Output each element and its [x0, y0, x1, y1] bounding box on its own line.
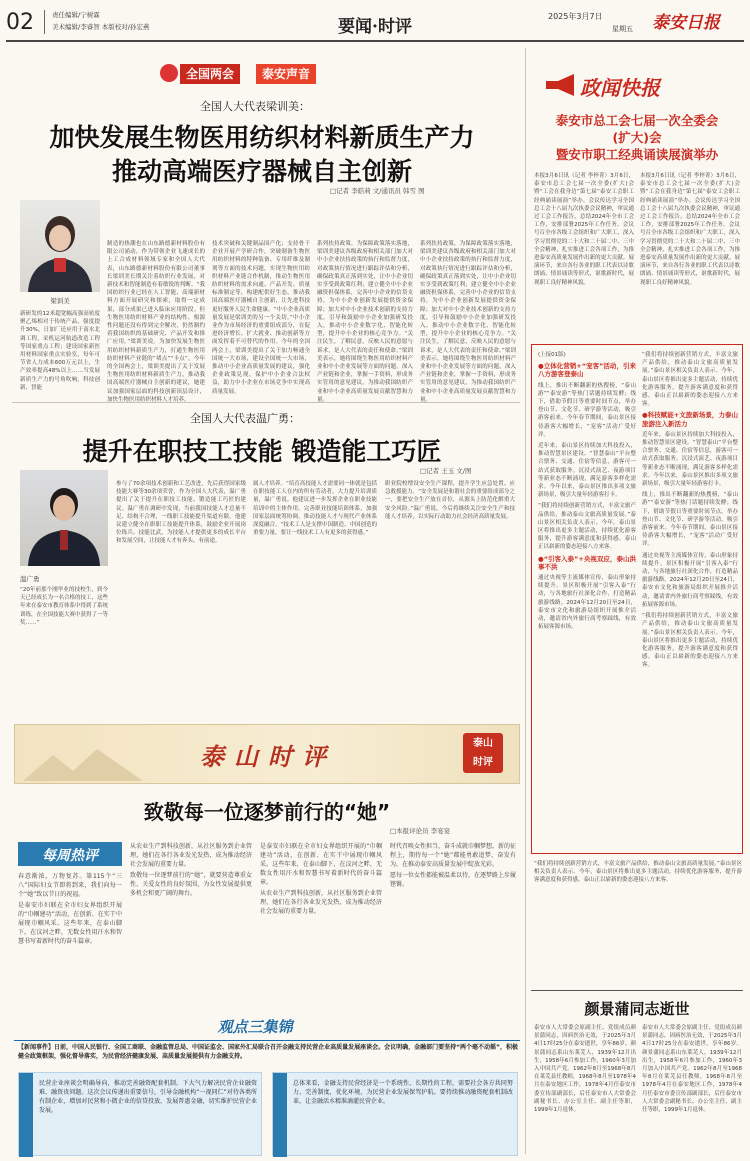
meizhou-col2	[130, 842, 252, 1012]
divider-1	[12, 402, 520, 403]
obit-col1: 泰安市人大常委会原副主任、党组成员颜景蒲同志，因病医治无效，于2025年3月4日17时25分在泰安逝世，享年86岁。颜景蒲同志系山东莱芜人，1939年12月出生，1958年6月参加工作，1960年3月加入中国共产党。1962年8月至1968年8月在莱芜县任教师，1968年8月至1978年4月在泰安地区工作，1978年4月任泰安市委宣传部副部长，后任泰安市人大常委会副秘书长、办公室主任、副主任等职，1999年1月退休。	[534, 1025, 636, 1114]
article2-col4: 职业院校增设安全生产课程，提升学生应急处置、应急救援能力。“安全发展是和谐社会的重要组成部分之一，要把安全生产放在首位，从源头上防范化解重大安全风险。”温广勇说，今后将继续关注安全生产和技能人才培养，以实际行动助力社会经济高质量发展。	[385, 481, 515, 520]
section-title: 要闻·时评	[338, 17, 412, 37]
wenhua-p4: “我们将持续创新营销方式，丰富文旅产品供给，推动泰山文旅高质量发展。”泰山景区相关负责人表示。今年，泰山景区将推出更多主题活动，持续优化游客服务，提升游客满意度和获得感。泰山正以崭新的姿态迎接八方来客。	[642, 613, 738, 669]
zhengzhi-title-3: 暨安市职工经典诵读展演举办	[555, 147, 719, 162]
guandian-box2-text: 总体来看，金融支持民营经济是一个系统性、长期性的工程，需要社会各方共同努力，完善制度，优化环境，为民营企业发展保驾护航。要持续推动融资配套机制改革，让金融活水精准滴灌民营企业。	[293, 1080, 513, 1105]
zhengzhi-flag-text: 政闻快报	[580, 76, 660, 100]
article2-photo	[20, 470, 108, 566]
guandian-box1-tag	[19, 1073, 33, 1157]
megaphone-icon	[544, 72, 578, 98]
portrait-graphic	[20, 200, 100, 292]
meizhou-p5b: 从农业生产到科技创新，从社区服务到企业管理，她们在各行各业发光发热，成为推动经济社会发展的重要力量。	[260, 890, 382, 915]
wenhua-p3: 通过央视等主流媒体宣传，泰山形象持续提升。景区积极开展“引客入泰”行动，与各地旅行社深化合作，打造精品旅游线路。2024年12月20日至24日，泰安市文化和旅游局组织开展推介活动，邀请省内外旅行商考察踩线，有效拓展客源市场。	[538, 575, 636, 631]
guandian-box1-text: 民营企业座谈会明确导向，推动完善融资配套机制。下大气力解决民营企业融资难、融资贵问题。这次会议传递出重要信号，引导金融机构“一视同仁”对待各类所有制企业，增加对民营和小微企业的信贷投放，发展普惠金融，切实维护民营企业发展。	[39, 1080, 257, 1114]
guandian-banner	[170, 1016, 340, 1038]
meizhou-p4b: 是泰安市妇联在全市妇女界组织开展的“巾帼建功”活动，在创新、在实干中展现巾帼风采。这些年来，在泰山脚下，在汶河之畔，无数女性用汗水和智慧书写着新时代的奋斗篇章。	[260, 843, 382, 886]
zhengzhi-col2: 本报3月6日讯（记者 李梓菁）3月6日，泰安市总工会七届一次全委(扩大)会暨“工会在我身边”第七届“泰安工会职工经典诵读展演”举办。会议传达学习全国总工会十八届九次执委会议精神，审议通过工会工作报告，总结2024年全市工会工作，安排部署2025年工作任务。会议号召全市各级工会组织和广大职工，深入学习贯彻党的二十大和二十届二中、三中全会精神，扎实推进工会各项工作，为推进泰安高质量发展作出新的更大贡献。展演环节，来自各行各业的职工代表以诗歌朗诵、情景诵读等形式，讴歌新时代，展现职工良好精神风貌。	[640, 173, 740, 286]
guandian-box-1	[18, 1072, 262, 1156]
wenhua-box	[531, 344, 743, 854]
taishan-banner	[14, 724, 520, 784]
article1-caption-name: 梁训美	[50, 297, 70, 305]
article1-byline: □记者 李皓莉 文/通讯员 韩雪 图	[330, 187, 425, 195]
wenhua-col1	[538, 351, 636, 847]
page-number: 02	[6, 10, 34, 35]
wenhua-p1c: “我们将持续创新营销方式，丰富文旅产品供给，推动泰山文旅高质量发展。”泰山景区相关负责人表示。今年，泰山景区将推出更多主题活动，持续优化游客服务，提升游客满意度和获得感。泰山正以崭新的姿态迎接八方来客。	[538, 503, 636, 551]
article2-title: 提升在职技工技能 锻造能工巧匠	[82, 437, 442, 466]
meizhou-col4	[390, 842, 516, 1012]
meizhou-col3	[260, 842, 382, 1012]
article1-photo	[20, 200, 100, 292]
article2-col2: 参与了70余项技术创新和工艺改进，先后获得国家级技能大赛等30余项荣誉，作为全国人大代表，温广勇提出了关于提升在职技工技能、锻造能工巧匠的建议。温广勇在调研中发现，当前我国技能人才总量不足、结构不合理，一线职工技能提升渠道有限。他建议建立健全在职职工技能提升体系，鼓励企业开展岗位练兵、技能比武，为技能人才提供更多的成长平台和发展空间，让技能人才有奔头、有前途。	[116, 481, 246, 545]
guandian-title: 观点三集锦	[217, 1018, 293, 1036]
wenhua-p1b: 近年来，泰山景区持续加大科技投入，推动智慧景区建设。“智慧泰山”平台整合票务、交通、住宿等信息，游客可一站式获取服务。沉浸式演艺、夜游项目等新业态不断涌现，满足游客多样化需求。今年以来，泰山景区推出多项文旅新场景，吸引大量年轻游客打卡。	[538, 443, 636, 499]
editor-credit: 责任编辑/宁树霖	[52, 11, 100, 19]
wenhua-p1: 线上，推出不断翻新的热搜榜，“泰山游”“泰安游”等热门话题持续发酵；线下，借助节假日等重要时间节点，举办登山节、文化节、研学游等活动，吸引游客前来。今年春节期间，泰山景区接待游客大幅增长，“宠客”活动广受好评。	[538, 382, 636, 438]
article2-caption-name: 温广勇	[20, 575, 40, 583]
between-text: “我们将持续创新营销方式，丰富文旅产品供给，推动泰山文旅高质量发展。”泰山景区相关负责人表示。今年，泰山景区将推出更多主题活动，持续优化游客服务，提升游客满意度和获得感。泰山正以崭新的姿态迎接八方来客。	[534, 861, 742, 884]
proof-name: 本版校对/孙宏燕	[101, 23, 150, 31]
wenhua-col2	[642, 351, 738, 847]
mountain-icon	[23, 745, 143, 781]
article1-col1: 新研发的12米超宽幅高强高密度聚乙烯相对于传统产品，强度提升30%，日加厂还应用于南水北调工程，采机运河航道改造工程等国家重点工程；建设国家新医用材料国家重点实验室，每年可节省人力成本600万元以上，生产效率提高48%以上……当发展新质生产力的号角吹响，科技创新、智能	[20, 311, 100, 391]
article1-col5	[420, 240, 516, 403]
meizhou-p6: 愿每一位女性都能被温柔以待，在逐梦路上步履铿锵。	[390, 872, 517, 888]
wenhua-h3: ●“引客入泰”+央视双应，泰山洪事不洪	[538, 554, 636, 571]
obit-title: 颜景蒲同志逝世	[584, 1000, 690, 1018]
guandian-event: 【新闻事件】日前，中国人民银行、全国工商联、金融监管总局、中国证监会、国家外汇局联合召开金融支持民营企业高质量发展座谈会。会议明确，金融部门要坚持“两个毫不动摇”，积极健全政策框架，强化督导落实，为民营经济健康发展、高质量发展提供有力金融支持。	[18, 1044, 518, 1060]
zhengzhi-title	[532, 112, 742, 163]
meizhou-col1	[18, 872, 122, 1012]
meizhou-p4: 致敬每一位逐梦前行的“她”，就要营造尊重女性、关爱女性的良好氛围，为女性发展提供更多机会和更广阔的舞台。	[130, 872, 252, 897]
lianghui-hot: 泰安声音	[256, 64, 316, 84]
article1-col3: 技术突破和关键制品国产化；支持骨干企业开展产学研合作，突破制备生物医用纺织材料的特种装备、专用纤维及制剂等方面的技术问题，实现生物医用纺织材料产业链合作机制，推动生物医用纺织材料的需求向通、产品开发、质量标准制定等，构建配供好生态，推动我国高端医疗器械自主创新，让先进科技更好服务人民生命健康。“中小企业高质量发展是梁训美的另一个关切。”中小企业作为市场经济的重要组成部分，在促进经济增长、扩大就业、推动创新等方面发挥着不可替代的作用。今年的全国两会上，梁训美提出了关于加力畅通全国统一大市场，建设全国统一大市场，推动中小企业高质量发展的建议，强化企业政策兑现，保护中小企业合法权益，助力中小企业在市场竞争中实现高质量发展。	[212, 241, 310, 395]
wenhua-h2: ●科技赋能+文旅新场景，力泰山旅游注入新活力	[642, 411, 738, 428]
header-weekday: 星期五	[612, 25, 633, 33]
zhengzhi-title-2: (扩大)会	[612, 130, 662, 145]
meizhou-flag	[18, 842, 122, 866]
header-date: 2025年3月7日	[548, 12, 603, 21]
wenhua-p2b: 线上，推出不断翻新的热搜榜，“泰山游”“泰安游”等热门话题持续发酵；线下，借助节假日等重要时间节点，举办登山节、文化节、研学游等活动，吸引游客前来。今年春节期间，泰山景区接待游客大幅增长，“宠客”活动广受好评。	[642, 492, 738, 548]
article2-byline: □记者 王玉 文/图	[420, 467, 472, 475]
taishan-byline: □本报评论员 李宴宴	[390, 827, 451, 835]
article1-title-2: 推动高端医疗器械自主创新	[111, 157, 412, 186]
taishan-title: 致敬每一位逐梦前行的“她”	[143, 800, 391, 824]
meizhou-p1: 春意渐浓，万物复苏。第115个“三八”国际妇女节即将到来，我们向每一个“她”致以节日的祝福。	[18, 873, 122, 898]
taishan-banner-title: 泰山时评	[200, 742, 336, 771]
designer-name: 美术编辑/李睿智	[52, 23, 100, 31]
article1-col4: 系列扶持政策。为保障政策落实落地，梁训美建议各级政府和相关部门加大对中小企业扶持政策的执行和监督力度，对政策执行情况进行跟踪评估和分析，确保政策真正落到实处，让中小企业切实享受到政策红利；建立健全中小企业融资担保体系，完善中小企业的信贷支持，为中小企业创新发展提供资金保障；加大对中小企业技术创新的支持力度，引导和鼓励中小企业加强研发投入，推动中小企业数字化、智能化转型，提升中小企业的核心竞争力。“关注民生，了解民意，反映人民的意愿与诉求，是人大代表的责任和使命。”梁训美表示，她将围绕生物医用纺织材料产业和中小企业发展等方面的问题，深入产业链和企业，掌握一手资料，形成务实管用的意见建议，为推动我国纺织产业和中小企业高质量发展贡献智慧和力量。	[317, 241, 413, 403]
lianghui-banner	[160, 62, 390, 86]
guandian-rule	[14, 1040, 520, 1041]
portrait-graphic-2	[20, 470, 108, 566]
article1-col2: 制造的热潮也在山东路德新材料股份有限公司涌动。作为带领企业飞速成长的上工合成材料领域专家和全国人大代表，山东路德新材料股份有限公司董事长梁训美长期关注着纺织行业发展，对新技术和智能制造有着敏锐的判断。“我国纺织行业已经在人工智能、高端新材料方面开展研究和探索，取得一定成果，部分成果已进入临床应用阶段。但生物医用纺织材料产业的结构性、根源性问题还没有得到完全解决，仍然制约着我国纺织的基础研究、产品开发和推广应用。”梁训美说。为加快发展生物医用纺织材料新质生产力，打通生物医用纺织材料产业链的“堵点”“卡点”，今年的全国两会上，梁训美提出了关于发展生物医用纺织材料新质生产力，推动我国高端医疗器械自主创新的建议，她建议加强国家层面的科技创新顶层设计，加快生物医用纺织材料人才培养。	[107, 241, 205, 403]
banner-flag-icon	[160, 64, 178, 82]
zhengzhi-flag	[540, 70, 736, 100]
article1-col5-text: 系列扶持政策。为保障政策落实落地，梁训美建议各级政府和相关部门加大对中小企业扶持政策的执行和监督力度，对政策执行情况进行跟踪评估和分析，确保政策真正落到实处，让中小企业切实享受到政策红利；建立健全中小企业融资担保体系，完善中小企业的信贷支持，为中小企业创新发展提供资金保障；加大对中小企业技术创新的支持力度，引导和鼓励中小企业加强研发投入，推动中小企业数字化、智能化转型，提升中小企业的核心竞争力。“关注民生，了解民意，反映人民的意愿与诉求，是人大代表的责任和使命。”梁训美表示，她将围绕生物医用纺织材料产业和中小企业发展等方面的问题，深入产业链和企业，掌握一手资料，形成务实管用的意见建议，为推动我国纺织产业和中小企业高质量发展贡献智慧和力量。	[420, 241, 516, 403]
article1-title-1: 加快发展生物医用纺织材料新质生产力	[49, 123, 475, 152]
zhengzhi-col1: 本报3月6日讯（记者 李梓菁）3月6日，泰安市总工会七届一次全委(扩大)会暨“工会在我身边”第七届“泰安工会职工经典诵读展演”举办。会议传达学习全国总工会十八届九次执委会议精神，审议通过工会工作报告，总结2024年全市工会工作，安排部署2025年工作任务。会议号召全市各级工会组织和广大职工，深入学习贯彻党的二十大和二十届二中、三中全会精神，扎实推进工会各项工作，为推进泰安高质量发展作出新的更大贡献。展演环节，来自各行各业的职工代表以诗歌朗诵、情景诵读等形式，讴歌新时代，展现职工良好精神风貌。	[534, 173, 634, 286]
guandian-box2-tag	[273, 1073, 287, 1157]
page-header	[0, 0, 750, 44]
wenhua-cont: (上接01版)	[538, 352, 566, 358]
meizhou-p5: 时代召唤女性担当，奋斗成就巾帼梦想。新的征程上，期待每一个“她”都能勇敢追梦，奋发有为，在推动泰安高质量发展中绽放光彩。	[390, 843, 517, 868]
zhengzhi-title-1: 泰安市总工会七届一次全委会	[555, 113, 719, 128]
meizhou-flag-text: 每周热评	[42, 848, 98, 864]
newspaper-logo: 泰安日报	[652, 13, 720, 33]
article2-col3: 属人才培养。“培育高技能人才需要同一体就是包括在职技能工人在内的所有劳动者，大力提升培训质量，温广勇说。他建议进一步发挥企业在职业技能培训中的主体作用，完善职业技能培训体系，加强国家层面统筹协调，推动技能人才与现代产业体系深度融合。“技术工人是支撑中国制造、中国创造的重要力量，要让一线技术工人有更多的获得感。”	[253, 481, 377, 537]
article2-col1: “20年前那个刚毕业的技校生，到今天已经成长为一名合格的技工，这些年来在泰安市教育体系中得到了系统训练，在全国技能大赛中获得了一等奖……”	[20, 587, 109, 626]
article2-kicker: 全国人大代表温广勇：	[190, 412, 300, 425]
meizhou-p2: 是泰安市妇联在全市妇女界组织开展的“巾帼建功”活动，在创新、在实干中展现巾帼风采。这些年来，在泰山脚下，在汶河之畔，无数女性用汗水和智慧书写着新时代的奋斗篇章。	[18, 902, 122, 945]
obit-divider	[531, 990, 743, 991]
lianghui-flag	[180, 64, 240, 84]
taishan-stamp-text: 泰山时评	[473, 738, 493, 768]
header-rule	[6, 40, 744, 42]
obit-col2: 泰安市人大常委会原副主任、党组成员颜景蒲同志，因病医治无效，于2025年3月4日17时25分在泰安逝世，享年86岁。颜景蒲同志系山东莱芜人，1939年12月出生，1958年6月参加工作，1960年3月加入中国共产党。1962年8月至1968年8月在莱芜县任教师，1968年8月至1978年4月在泰安地区工作，1978年4月任泰安市委宣传部副部长，后任泰安市人大常委会副秘书长、办公室主任、副主任等职，1999年1月退休。	[642, 1025, 742, 1114]
taishan-stamp	[463, 733, 503, 773]
guandian-box-2	[272, 1072, 518, 1156]
meizhou-p3: 从农业生产到科技创新，从社区服务到企业管理，她们在各行各业发光发热，成为推动经济社会发展的重要力量。	[130, 843, 252, 868]
wenhua-h1: ●立体化营销+“宠客”活动，引来八方游客登泰山	[538, 362, 636, 379]
wenhua-p2c: 通过央视等主流媒体宣传，泰山形象持续提升。景区积极开展“引客入泰”行动，与各地旅行社深化合作，打造精品旅游线路。2024年12月20日至24日，泰安市文化和旅游局组织开展推介活动，邀请省内外旅行商考察踩线，有效拓展客源市场。	[642, 552, 738, 608]
lianghui-flag-text: 全国两会	[186, 67, 235, 81]
article1-kicker: 全国人大代表梁训美：	[200, 100, 310, 113]
wenhua-p0: “我们将持续创新营销方式，丰富文旅产品供给，推动泰山文旅高质量发展。”泰山景区相关负责人表示。今年，泰山景区将推出更多主题活动，持续优化游客服务，提升游客满意度和获得感。泰山正以崭新的姿态迎接八方来客。	[642, 352, 738, 408]
wenhua-p2: 近年来，泰山景区持续加大科技投入，推动智慧景区建设。“智慧泰山”平台整合票务、交通、住宿等信息，游客可一站式获取服务。沉浸式演艺、夜游项目等新业态不断涌现，满足游客多样化需求。今年以来，泰山景区推出多项文旅新场景，吸引大量年轻游客打卡。	[642, 431, 738, 488]
vertical-divider	[525, 48, 526, 1154]
